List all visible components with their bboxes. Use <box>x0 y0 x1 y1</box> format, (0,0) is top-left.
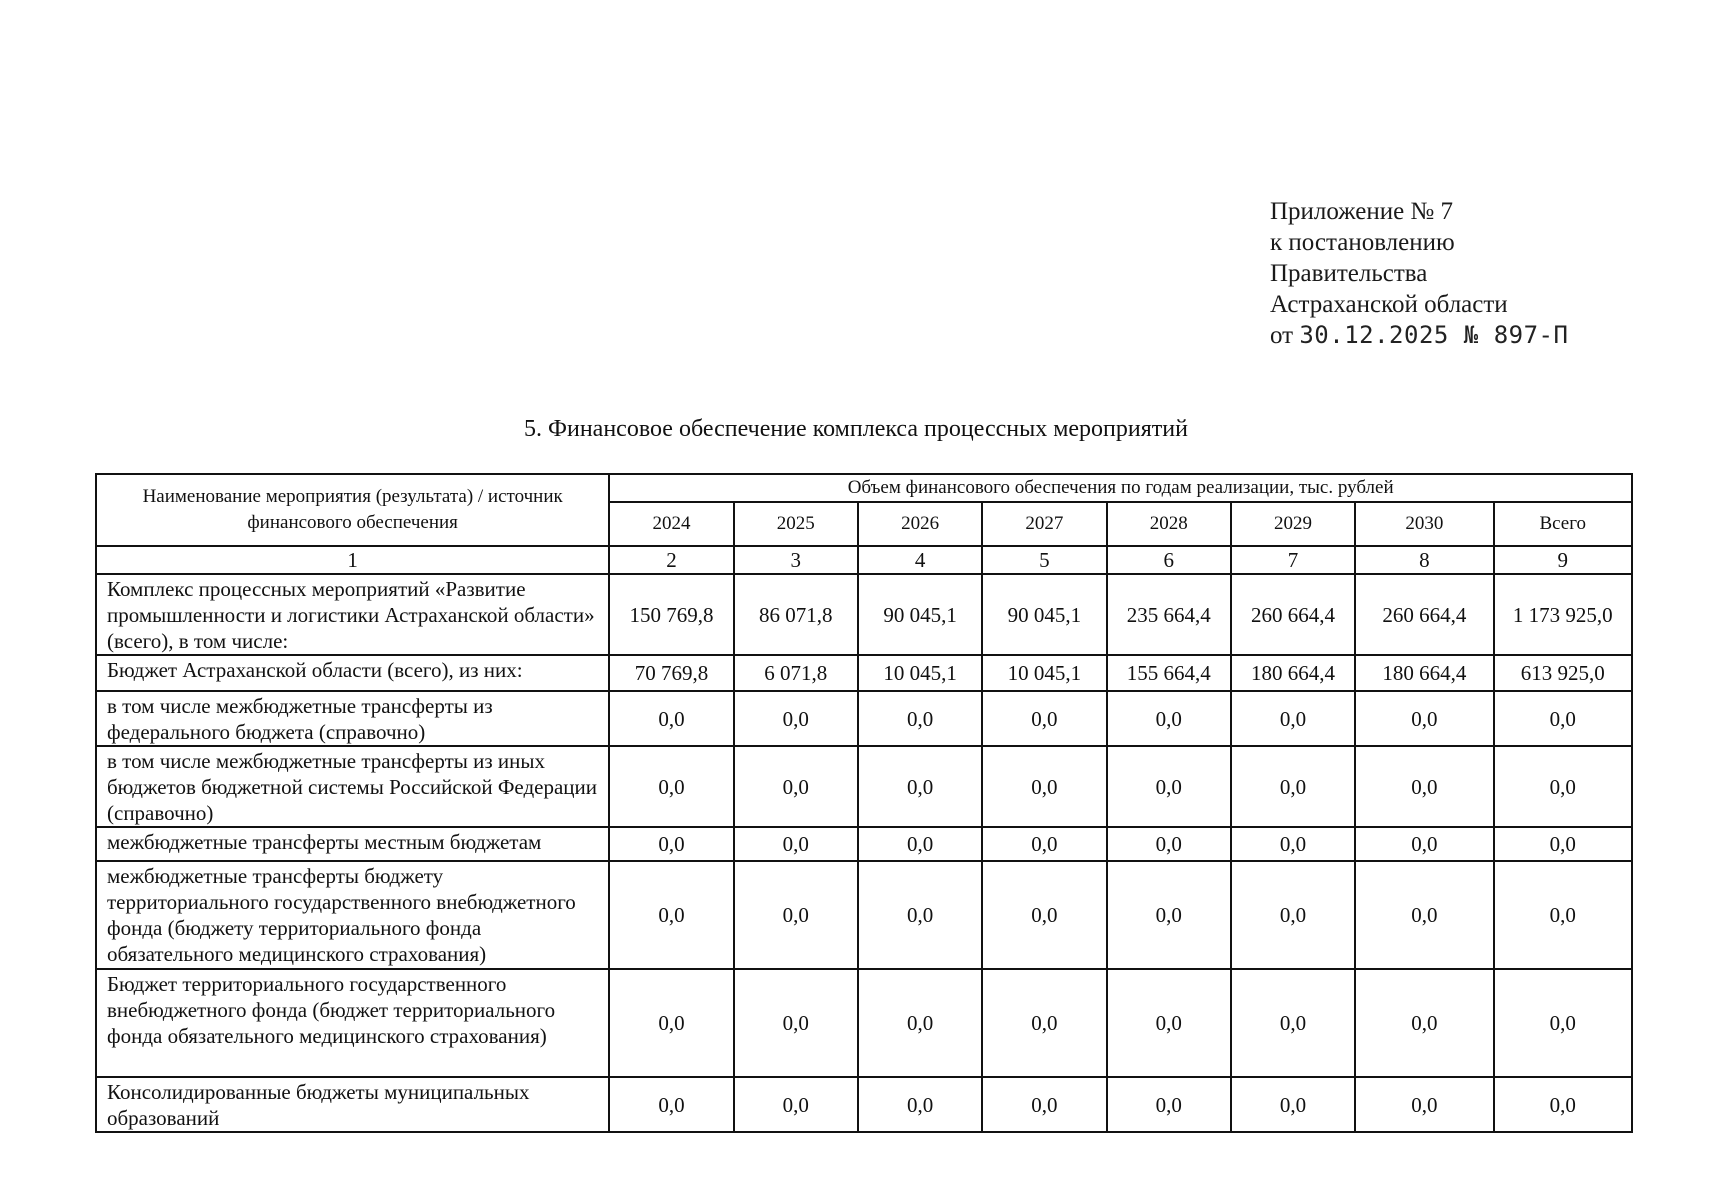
group-header: Объем финансового обеспечения по годам реализации, тыс. рублей <box>609 474 1632 502</box>
row-name: межбюджетные трансферты местным бюджетам <box>96 827 609 861</box>
value-cell: 0,0 <box>982 691 1106 746</box>
value-cell: 0,0 <box>609 969 733 1077</box>
value-cell: 0,0 <box>982 827 1106 861</box>
value-cell: 0,0 <box>1107 691 1231 746</box>
appendix-line: Астраханской области <box>1270 291 1508 318</box>
page-title <box>0 414 1710 444</box>
value-cell: 0,0 <box>1107 969 1231 1077</box>
table-row <box>96 746 1632 827</box>
page-title-text: 5. Финансовое обеспечение комплекса процессных мероприятий <box>524 416 1188 442</box>
value-cell: 0,0 <box>858 691 982 746</box>
table-row <box>96 861 1632 969</box>
row-name: Бюджет территориального государственного внебюджетного фонда (бюджет территориального фонда обязательного медицинского страхования) <box>96 969 609 1077</box>
value-cell: 180 664,4 <box>1355 655 1493 691</box>
value-cell: 0,0 <box>609 827 733 861</box>
value-cell: 0,0 <box>1107 827 1231 861</box>
row-name: в том числе межбюджетные трансферты из федерального бюджета (справочно) <box>96 691 609 746</box>
value-cell: 0,0 <box>1231 861 1355 969</box>
value-cell: 0,0 <box>1107 1077 1231 1132</box>
value-cell: 0,0 <box>982 969 1106 1077</box>
index-row <box>96 546 1632 574</box>
value-cell: 0,0 <box>609 691 733 746</box>
value-cell: 0,0 <box>609 746 733 827</box>
value-cell: 90 045,1 <box>858 574 982 655</box>
value-cell: 0,0 <box>858 746 982 827</box>
value-cell: 235 664,4 <box>1107 574 1231 655</box>
name-column-header: Наименование мероприятия (результата) / источник финансового обеспечения <box>96 474 609 546</box>
appendix-block <box>1270 196 1568 351</box>
row-name: Комплекс процессных мероприятий «Развитие промышленности и логистики Астраханской области» (всего), в том числе: <box>96 574 609 655</box>
total-cell: 0,0 <box>1494 691 1632 746</box>
value-cell: 0,0 <box>858 827 982 861</box>
index-cell: 3 <box>734 546 858 574</box>
value-cell: 0,0 <box>734 691 858 746</box>
index-cell: 1 <box>96 546 609 574</box>
table-row <box>96 691 1632 746</box>
total-cell: 0,0 <box>1494 861 1632 969</box>
index-cell: 8 <box>1355 546 1493 574</box>
table-row <box>96 969 1632 1077</box>
value-cell: 0,0 <box>609 861 733 969</box>
value-cell: 70 769,8 <box>609 655 733 691</box>
total-header: Всего <box>1494 502 1632 546</box>
value-cell: 0,0 <box>1355 969 1493 1077</box>
appendix-date-line <box>1270 320 1568 351</box>
financing-table <box>95 473 1633 1133</box>
row-name: в том числе межбюджетные трансферты из иных бюджетов бюджетной системы Российской Федерации (справочно) <box>96 746 609 827</box>
value-cell: 0,0 <box>858 1077 982 1132</box>
value-cell: 155 664,4 <box>1107 655 1231 691</box>
value-cell: 0,0 <box>1231 691 1355 746</box>
appendix-line: к постановлению <box>1270 229 1455 256</box>
year-header: 2027 <box>982 502 1106 546</box>
table-row <box>96 1077 1632 1132</box>
value-cell: 0,0 <box>1231 827 1355 861</box>
value-cell: 0,0 <box>1231 746 1355 827</box>
row-name: Консолидированные бюджеты муниципальных образований <box>96 1077 609 1132</box>
value-cell: 150 769,8 <box>609 574 733 655</box>
table-row <box>96 574 1632 655</box>
index-cell: 9 <box>1494 546 1632 574</box>
value-cell: 260 664,4 <box>1355 574 1493 655</box>
appendix-line: Приложение № 7 <box>1270 198 1454 225</box>
year-header: 2030 <box>1355 502 1493 546</box>
appendix-date-number: 30.12.2025 № 897-П <box>1299 321 1569 349</box>
index-cell: 2 <box>609 546 733 574</box>
value-cell: 0,0 <box>1107 746 1231 827</box>
total-cell: 0,0 <box>1494 1077 1632 1132</box>
value-cell: 0,0 <box>1355 746 1493 827</box>
index-cell: 4 <box>858 546 982 574</box>
value-cell: 0,0 <box>734 969 858 1077</box>
index-cell: 7 <box>1231 546 1355 574</box>
value-cell: 0,0 <box>1107 861 1231 969</box>
year-header: 2028 <box>1107 502 1231 546</box>
total-cell: 0,0 <box>1494 827 1632 861</box>
value-cell: 6 071,8 <box>734 655 858 691</box>
appendix-line: Правительства <box>1270 260 1428 287</box>
value-cell: 0,0 <box>1355 861 1493 969</box>
index-cell: 5 <box>982 546 1106 574</box>
year-header: 2025 <box>734 502 858 546</box>
value-cell: 260 664,4 <box>1231 574 1355 655</box>
index-cell: 6 <box>1107 546 1231 574</box>
year-header: 2029 <box>1231 502 1355 546</box>
value-cell: 10 045,1 <box>858 655 982 691</box>
value-cell: 0,0 <box>734 746 858 827</box>
value-cell: 0,0 <box>982 1077 1106 1132</box>
value-cell: 0,0 <box>734 1077 858 1132</box>
value-cell: 10 045,1 <box>982 655 1106 691</box>
table-row <box>96 827 1632 861</box>
value-cell: 0,0 <box>982 861 1106 969</box>
total-cell: 0,0 <box>1494 969 1632 1077</box>
table-row <box>96 655 1632 691</box>
value-cell: 0,0 <box>1355 1077 1493 1132</box>
year-header: 2026 <box>858 502 982 546</box>
value-cell: 0,0 <box>1231 1077 1355 1132</box>
total-cell: 1 173 925,0 <box>1494 574 1632 655</box>
value-cell: 0,0 <box>734 861 858 969</box>
row-name: Бюджет Астраханской области (всего), из них: <box>96 655 609 691</box>
value-cell: 0,0 <box>982 746 1106 827</box>
total-cell: 613 925,0 <box>1494 655 1632 691</box>
appendix-date-prefix: от <box>1270 322 1294 349</box>
year-header: 2024 <box>609 502 733 546</box>
value-cell: 0,0 <box>1231 969 1355 1077</box>
value-cell: 180 664,4 <box>1231 655 1355 691</box>
value-cell: 0,0 <box>1355 827 1493 861</box>
value-cell: 90 045,1 <box>982 574 1106 655</box>
value-cell: 0,0 <box>609 1077 733 1132</box>
header-row-group <box>96 474 1632 502</box>
value-cell: 0,0 <box>858 861 982 969</box>
total-cell: 0,0 <box>1494 746 1632 827</box>
value-cell: 86 071,8 <box>734 574 858 655</box>
value-cell: 0,0 <box>1355 691 1493 746</box>
row-name: межбюджетные трансферты бюджету территориального государственного внебюджетного фонда (бюджету территориального фонда обязательного медицинского страхования) <box>96 861 609 969</box>
value-cell: 0,0 <box>734 827 858 861</box>
value-cell: 0,0 <box>858 969 982 1077</box>
